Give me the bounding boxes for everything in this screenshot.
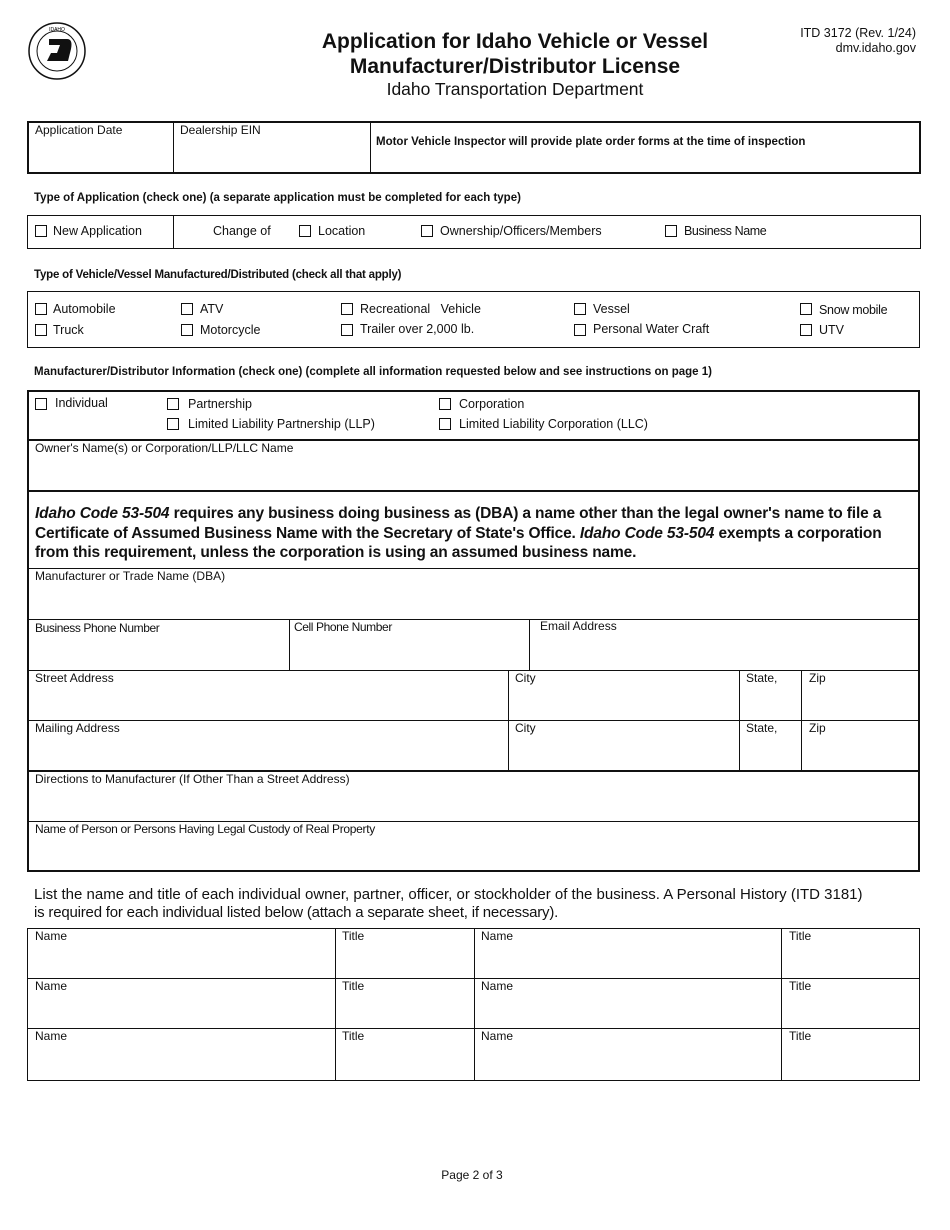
title-line-1: Application for Idaho Vehicle or Vessel [321, 30, 709, 53]
street-city-field[interactable]: City [515, 671, 536, 685]
owners-instructions [34, 886, 863, 922]
business-name-label: Business Name [684, 224, 767, 238]
llc-checkbox[interactable] [439, 418, 451, 430]
mailing-address-field[interactable]: Mailing Address [35, 721, 120, 735]
assumed-name-notice [35, 504, 915, 563]
subtitle: Idaho Transportation Department [386, 79, 644, 99]
mailing-zip-field[interactable]: Zip [809, 721, 826, 735]
automobile-checkbox[interactable] [35, 303, 47, 315]
location-checkbox[interactable] [299, 225, 311, 237]
notice-text-2: exempts a corporation from this requirement, unless the corporation is using an assumed business name. [35, 524, 882, 561]
motorcycle-checkbox[interactable] [181, 324, 193, 336]
ownership-checkbox[interactable] [421, 225, 433, 237]
custody-field[interactable]: Name of Person or Persons Having Legal Custody of Real Property [35, 822, 375, 836]
trailer-label: Trailer over 2,000 lb. [360, 322, 475, 336]
owner-name-6[interactable]: Name [481, 1029, 514, 1043]
corporation-checkbox[interactable] [439, 398, 451, 410]
mailing-state-field[interactable]: State, [746, 721, 778, 735]
street-zip-field[interactable]: Zip [809, 671, 826, 685]
ownership-label: Ownership/Officers/Members [440, 224, 602, 238]
owner-name-1[interactable]: Name [35, 929, 68, 943]
owner-title-6[interactable]: Title [789, 1029, 812, 1043]
trade-name-field[interactable]: Manufacturer or Trade Name (DBA) [35, 569, 226, 583]
vessel-checkbox[interactable] [574, 303, 586, 315]
owner-name-field[interactable]: Owner's Name(s) or Corporation/LLP/LLC Name [35, 441, 294, 455]
partnership-label: Partnership [188, 397, 252, 411]
email-field[interactable]: Email Address [540, 619, 617, 633]
owner-title-2[interactable]: Title [789, 929, 812, 943]
directions-field[interactable]: Directions to Manufacturer (If Other Than a Street Address) [35, 772, 350, 786]
partnership-checkbox[interactable] [167, 398, 179, 410]
code-ref: Idaho Code 53-504 [579, 524, 715, 542]
rv-label: Recreational Vehicle [360, 302, 481, 316]
pwc-checkbox[interactable] [574, 324, 586, 336]
cell-phone-field[interactable]: Cell Phone Number [294, 620, 392, 634]
individual-checkbox[interactable] [35, 398, 47, 410]
owner-name-2[interactable]: Name [481, 929, 514, 943]
truck-label: Truck [53, 323, 84, 337]
new-application-label: New Application [53, 224, 142, 238]
owner-title-5[interactable]: Title [342, 1029, 365, 1043]
owner-name-5[interactable]: Name [35, 1029, 68, 1043]
atv-checkbox[interactable] [181, 303, 193, 315]
trailer-checkbox[interactable] [341, 324, 353, 336]
llc-label: Limited Liability Corporation (LLC) [459, 417, 648, 431]
owner-title-3[interactable]: Title [342, 979, 365, 993]
street-address-field[interactable]: Street Address [35, 671, 114, 685]
application-type-heading: Type of Application (check one) (a separate application must be completed for each type) [34, 192, 521, 204]
notice-text-1: requires any business doing business as (DBA) a name other than the legal owner's name to file a Certificate of Assumed Business Name with the Secretary of State's Office. [35, 505, 882, 542]
vehicle-type-box [27, 291, 920, 348]
business-name-checkbox[interactable] [665, 225, 677, 237]
location-label: Location [318, 224, 366, 238]
mailing-city-field[interactable]: City [515, 721, 536, 735]
truck-checkbox[interactable] [35, 324, 47, 336]
utv-label: UTV [819, 323, 844, 337]
change-of-label: Change of [213, 224, 271, 238]
llp-label: Limited Liability Partnership (LLP) [188, 417, 375, 431]
application-date-field[interactable]: Application Date [35, 123, 123, 137]
owner-title-4[interactable]: Title [789, 979, 812, 993]
llp-checkbox[interactable] [167, 418, 179, 430]
plate-notice: Motor Vehicle Inspector will provide plate order forms at the time of inspection [376, 136, 806, 148]
code-ref: Idaho Code 53-504 [35, 505, 170, 522]
manufacturer-info-box [27, 390, 920, 872]
individual-label: Individual [55, 396, 108, 410]
instruction-line-2: is required for each individual listed below (attach a separate sheet, if necessary). [34, 904, 559, 921]
svg-text:IDAHO: IDAHO [49, 27, 65, 33]
business-phone-field[interactable]: Business Phone Number [35, 621, 160, 635]
rv-checkbox[interactable] [341, 303, 353, 315]
motorcycle-label: Motorcycle [200, 323, 261, 337]
automobile-label: Automobile [53, 302, 116, 316]
page-number: Page 2 of 3 [441, 1168, 503, 1182]
street-state-field[interactable]: State, [746, 671, 778, 685]
form-number: ITD 3172 (Rev. 1/24) [800, 26, 916, 40]
owner-name-3[interactable]: Name [35, 979, 68, 993]
vehicle-type-heading: Type of Vehicle/Vessel Manufactured/Distributed (check all that apply) [34, 269, 402, 281]
utv-checkbox[interactable] [800, 324, 812, 336]
pwc-label: Personal Water Craft [593, 322, 710, 336]
corporation-label: Corporation [459, 397, 525, 411]
atv-label: ATV [200, 302, 224, 316]
dealership-ein-field[interactable]: Dealership EIN [180, 123, 261, 137]
owner-title-1[interactable]: Title [342, 929, 365, 943]
new-application-checkbox[interactable] [35, 225, 47, 237]
snowmobile-label: Snow mobile [819, 303, 888, 317]
website: dmv.idaho.gov [835, 41, 916, 55]
title-line-2: Manufacturer/Distributor License [349, 55, 681, 78]
owner-name-4[interactable]: Name [481, 979, 514, 993]
instruction-line-1: List the name and title of each individual owner, partner, officer, or stockholder of the business. A Personal History (ITD 3181) [34, 886, 863, 903]
manufacturer-info-heading: Manufacturer/Distributor Information (check one) (complete all information requested below and see instructions on page 1) [34, 366, 712, 378]
snowmobile-checkbox[interactable] [800, 303, 812, 315]
vessel-label: Vessel [593, 302, 630, 316]
